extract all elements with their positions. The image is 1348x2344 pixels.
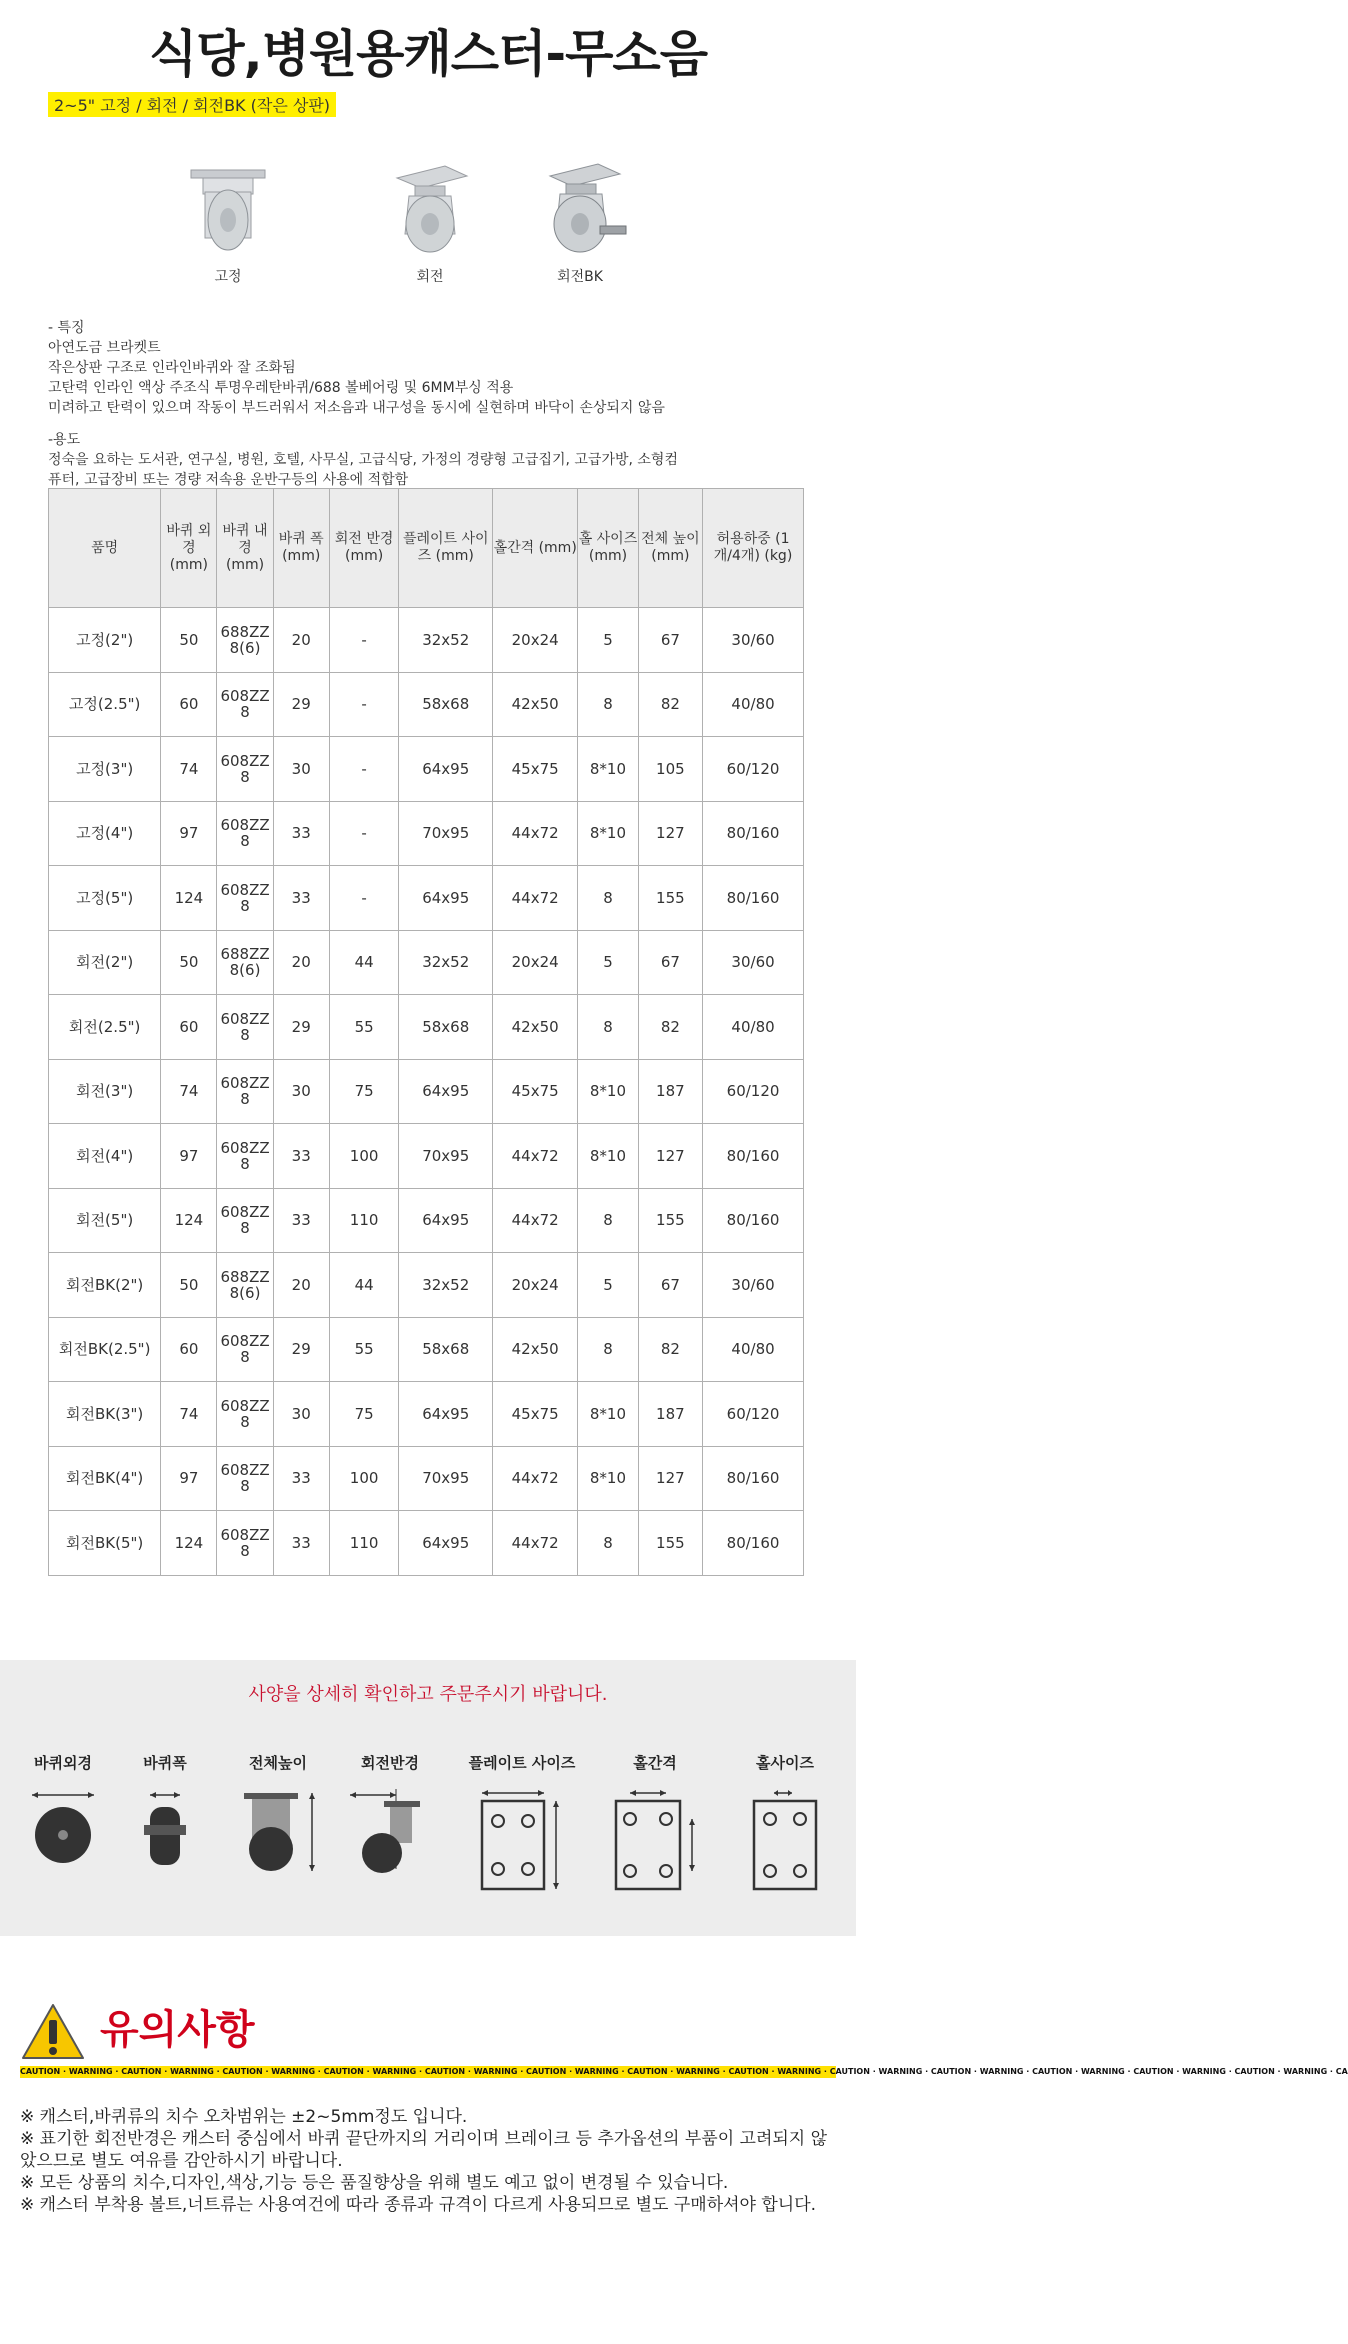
table-cell: 44x72 (493, 1124, 578, 1189)
table-cell: 688ZZ 8(6) (217, 930, 273, 995)
table-cell: 608ZZ 8 (217, 1124, 273, 1189)
hole-size-icon (730, 1773, 840, 1893)
table-cell: 60/120 (703, 737, 804, 802)
table-cell: 58x68 (399, 672, 493, 737)
warning-icon (20, 2000, 86, 2064)
table-cell: 8*10 (578, 1446, 638, 1511)
table-cell: 127 (638, 1124, 702, 1189)
table-header-cell: 품명 (49, 489, 161, 608)
table-cell: 60/120 (703, 1382, 804, 1447)
table-header-cell: 바퀴 외경 (mm) (161, 489, 217, 608)
diagram-label: 홀사이즈 (756, 1754, 814, 1772)
table-cell: 608ZZ 8 (217, 672, 273, 737)
table-cell: 75 (329, 1382, 399, 1447)
diagram-hole-size (730, 1752, 840, 1897)
order-notice: 사양을 상세히 확인하고 주문주시기 바랍니다. (248, 1684, 608, 1705)
table-cell: 20x24 (493, 608, 578, 673)
diagram-wheel-diameter (18, 1752, 108, 1897)
table-cell: 608ZZ 8 (217, 737, 273, 802)
table-cell: 회전BK(3") (49, 1382, 161, 1447)
table-cell: 8*10 (578, 1059, 638, 1124)
table-header-cell: 회전 반경 (mm) (329, 489, 399, 608)
table-cell: 44x72 (493, 801, 578, 866)
table-row (49, 1511, 804, 1576)
table-row (49, 1382, 804, 1447)
table-cell: 회전BK(5") (49, 1511, 161, 1576)
table-cell: 44x72 (493, 866, 578, 931)
table-cell: 80/160 (703, 801, 804, 866)
table-cell: 82 (638, 672, 702, 737)
table-cell: 30/60 (703, 1253, 804, 1318)
table-cell: 608ZZ 8 (217, 801, 273, 866)
table-cell: 110 (329, 1188, 399, 1253)
feature-line: 작은상판 구조로 인라인바퀴와 잘 조화됨 (48, 360, 296, 376)
feature-line: 미려하고 탄력이 있으며 작동이 부드러워서 저소음과 내구성을 동시에 실현하며 바닥이 손상되지 않음 (48, 400, 665, 416)
table-cell: 20 (273, 930, 329, 995)
table-row (49, 995, 804, 1060)
table-cell: 50 (161, 930, 217, 995)
diagram-label: 회전반경 (361, 1754, 419, 1772)
table-cell: 64x95 (399, 1059, 493, 1124)
product-label: 회전 (416, 269, 444, 285)
table-cell: - (329, 608, 399, 673)
table-cell: 70x95 (399, 1446, 493, 1511)
table-cell: 고정(3") (49, 737, 161, 802)
table-cell: 8 (578, 866, 638, 931)
table-cell: 33 (273, 1188, 329, 1253)
table-cell: 30 (273, 1382, 329, 1447)
table-cell: 40/80 (703, 672, 804, 737)
spec-table (48, 488, 804, 1576)
table-cell: 40/80 (703, 995, 804, 1060)
table-cell: 60 (161, 1317, 217, 1382)
product-label: 고정 (214, 269, 242, 285)
table-cell: 20x24 (493, 930, 578, 995)
table-cell: 608ZZ 8 (217, 995, 273, 1060)
features-heading: - 특징 (48, 320, 85, 336)
diagram-hole-spacing (600, 1752, 710, 1897)
table-cell: 80/160 (703, 1124, 804, 1189)
table-cell: 70x95 (399, 801, 493, 866)
table-cell: 100 (329, 1446, 399, 1511)
feature-line: 고탄력 인라인 액상 주조식 투명우레탄바퀴/688 볼베어링 및 6MM부싱 적용 (48, 380, 514, 396)
table-cell: 20 (273, 1253, 329, 1318)
table-cell: 688ZZ 8(6) (217, 1253, 273, 1318)
total-height-icon (228, 1773, 328, 1893)
table-cell: 105 (638, 737, 702, 802)
table-header-cell: 바퀴 폭 (mm) (273, 489, 329, 608)
table-cell: 74 (161, 1382, 217, 1447)
table-cell: 64x95 (399, 866, 493, 931)
table-cell: 45x75 (493, 1059, 578, 1124)
table-cell: 67 (638, 930, 702, 995)
table-row (49, 608, 804, 673)
table-cell: 58x68 (399, 995, 493, 1060)
table-cell: 42x50 (493, 672, 578, 737)
table-cell: 30 (273, 1059, 329, 1124)
swivel-caster-image (375, 156, 485, 264)
table-cell: - (329, 801, 399, 866)
table-cell: 32x52 (399, 930, 493, 995)
table-cell: 75 (329, 1059, 399, 1124)
table-cell: 110 (329, 1511, 399, 1576)
table-cell: 80/160 (703, 866, 804, 931)
table-cell: 5 (578, 608, 638, 673)
table-cell: 회전(3") (49, 1059, 161, 1124)
table-header-cell: 홀간격 (mm) (493, 489, 578, 608)
table-row (49, 737, 804, 802)
table-cell: 80/160 (703, 1188, 804, 1253)
table-cell: 30/60 (703, 930, 804, 995)
table-header-cell: 홀 사이즈 (mm) (578, 489, 638, 608)
table-cell: 30 (273, 737, 329, 802)
table-cell: 608ZZ 8 (217, 1188, 273, 1253)
wheel-diameter-icon (18, 1773, 108, 1893)
table-cell: 187 (638, 1059, 702, 1124)
product-subtitle: 2~5" 고정 / 회전 / 회전BK (작은 상판) (48, 92, 336, 117)
table-cell: 124 (161, 1188, 217, 1253)
table-cell: 608ZZ 8 (217, 1382, 273, 1447)
caution-title: 유의사항 (100, 2007, 255, 2053)
table-row (49, 1317, 804, 1382)
table-row (49, 672, 804, 737)
table-cell: 8 (578, 1188, 638, 1253)
table-row (49, 930, 804, 995)
table-cell: 8*10 (578, 801, 638, 866)
caution-note: ※ 모든 상품의 치수,디자인,색상,기능 등은 품질향상을 위해 별도 예고 없이 변경될 수 있습니다. (20, 2173, 729, 2193)
table-cell: 8*10 (578, 1124, 638, 1189)
table-row (49, 1188, 804, 1253)
swivel-brake-caster-image (520, 156, 640, 264)
table-cell: 97 (161, 801, 217, 866)
table-cell: 608ZZ 8 (217, 1511, 273, 1576)
table-cell: 80/160 (703, 1446, 804, 1511)
diagram-label: 전체높이 (249, 1754, 307, 1772)
table-row (49, 801, 804, 866)
table-cell: 44 (329, 930, 399, 995)
table-cell: 회전(2.5") (49, 995, 161, 1060)
diagram-label: 바퀴폭 (143, 1754, 187, 1772)
usage-heading: -용도 (48, 432, 81, 448)
table-cell: 608ZZ 8 (217, 1446, 273, 1511)
table-cell: 회전BK(2.5") (49, 1317, 161, 1382)
table-cell: 82 (638, 995, 702, 1060)
table-cell: 32x52 (399, 1253, 493, 1318)
table-cell: 29 (273, 995, 329, 1060)
table-cell: 32x52 (399, 608, 493, 673)
table-row (49, 1253, 804, 1318)
table-header-cell: 바퀴 내경 (mm) (217, 489, 273, 608)
table-cell: - (329, 737, 399, 802)
table-cell: 40/80 (703, 1317, 804, 1382)
table-cell: 29 (273, 1317, 329, 1382)
table-cell: 50 (161, 1253, 217, 1318)
table-cell: 8 (578, 672, 638, 737)
caution-note: ※ 표기한 회전반경은 캐스터 중심에서 바퀴 끝단까지의 거리이며 브레이크 등 추가옵션의 부품이 고려되지 않았으므로 별도 여유를 감안하시기 바랍니다. (20, 2129, 828, 2171)
table-cell: 58x68 (399, 1317, 493, 1382)
table-header-cell: 허용하중 (1개/4개) (kg) (703, 489, 804, 608)
table-cell: 64x95 (399, 1188, 493, 1253)
table-cell: 97 (161, 1124, 217, 1189)
table-cell: 155 (638, 866, 702, 931)
table-cell: 회전BK(4") (49, 1446, 161, 1511)
table-cell: 44 (329, 1253, 399, 1318)
table-cell: 33 (273, 1124, 329, 1189)
table-header-row (49, 489, 804, 608)
table-row (49, 1446, 804, 1511)
table-cell: 5 (578, 1253, 638, 1318)
table-cell: 100 (329, 1124, 399, 1189)
table-row (49, 1059, 804, 1124)
table-cell: 67 (638, 1253, 702, 1318)
table-cell: - (329, 866, 399, 931)
table-cell: 29 (273, 672, 329, 737)
table-cell: 50 (161, 608, 217, 673)
table-cell: 33 (273, 1446, 329, 1511)
table-cell: 67 (638, 608, 702, 673)
table-cell: 45x75 (493, 1382, 578, 1447)
table-cell: 82 (638, 1317, 702, 1382)
table-cell: 회전BK(2") (49, 1253, 161, 1318)
diagram-label: 플레이트 사이즈 (468, 1754, 576, 1772)
table-cell: 42x50 (493, 1317, 578, 1382)
table-cell: 회전(4") (49, 1124, 161, 1189)
diagram-label: 바퀴외경 (34, 1754, 92, 1772)
table-cell: 55 (329, 995, 399, 1060)
table-cell: 608ZZ 8 (217, 1059, 273, 1124)
table-cell: 33 (273, 801, 329, 866)
table-cell: 33 (273, 1511, 329, 1576)
caution-tape: CAUTION · WARNING · CAUTION · WARNING · CAUTION · WARNING · CAUTION · WARNING · CAUTION · WARNING · CAUTION · WARNING · CAUTION · WARNING · CAUTION · WARNING · CAUTION · WARNING · CAUTION · WARNING · CAUTION · WARNING · CAUTION · WARNING · CAUTION · WARNING · CA (20, 2067, 1348, 2076)
table-cell: 42x50 (493, 995, 578, 1060)
table-cell: 187 (638, 1382, 702, 1447)
table-cell: 44x72 (493, 1446, 578, 1511)
product-label: 회전BK (557, 269, 603, 285)
table-cell: 20 (273, 608, 329, 673)
table-cell: 64x95 (399, 1511, 493, 1576)
table-cell: 고정(5") (49, 866, 161, 931)
table-cell: 30/60 (703, 608, 804, 673)
feature-line: 아연도금 브라켓트 (48, 340, 161, 356)
table-cell: 8*10 (578, 737, 638, 802)
caution-note: ※ 캐스터,바퀴류의 치수 오차범위는 ±2~5mm정도 입니다. (20, 2107, 468, 2127)
features-section (48, 318, 688, 490)
table-cell: 45x75 (493, 737, 578, 802)
table-cell: 74 (161, 1059, 217, 1124)
caution-note: ※ 캐스터 부착용 볼트,너트류는 사용여건에 따라 종류과 규격이 다르게 사용되므로 별도 구매하셔야 합니다. (20, 2195, 817, 2215)
wheel-width-icon (120, 1773, 210, 1893)
table-cell: 5 (578, 930, 638, 995)
table-cell: 60 (161, 672, 217, 737)
table-row (49, 866, 804, 931)
swivel-radius-icon (340, 1773, 440, 1893)
table-cell: 고정(2.5") (49, 672, 161, 737)
table-cell: 97 (161, 1446, 217, 1511)
table-cell: 608ZZ 8 (217, 1317, 273, 1382)
table-cell: 124 (161, 866, 217, 931)
table-cell: 33 (273, 866, 329, 931)
table-cell: 55 (329, 1317, 399, 1382)
table-cell: 8 (578, 995, 638, 1060)
table-cell: 8 (578, 1317, 638, 1382)
table-cell: 124 (161, 1511, 217, 1576)
product-fixed (128, 156, 328, 286)
table-cell: 회전(5") (49, 1188, 161, 1253)
diagram-plate-size (462, 1752, 582, 1897)
table-cell: 64x95 (399, 1382, 493, 1447)
table-cell: 8 (578, 1511, 638, 1576)
table-cell: 20x24 (493, 1253, 578, 1318)
table-cell: 회전(2") (49, 930, 161, 995)
hole-spacing-icon (600, 1773, 710, 1893)
table-cell: 60 (161, 995, 217, 1060)
usage-text: 정숙을 요하는 도서관, 연구실, 병원, 호텔, 사무실, 고급식당, 가정의 경량형 고급집기, 고급가방, 소형컴퓨터, 고급장비 또는 경량 저속용 운반구등의 사용에 적합함 (48, 452, 678, 488)
table-cell: 608ZZ 8 (217, 866, 273, 931)
table-cell: 60/120 (703, 1059, 804, 1124)
table-row (49, 1124, 804, 1189)
table-cell: 74 (161, 737, 217, 802)
caution-notes (20, 2106, 836, 2216)
table-cell: 44x72 (493, 1511, 578, 1576)
table-cell: 고정(4") (49, 801, 161, 866)
table-cell: 688ZZ 8(6) (217, 608, 273, 673)
table-cell: - (329, 672, 399, 737)
table-cell: 8*10 (578, 1382, 638, 1447)
table-header-cell: 전체 높이 (mm) (638, 489, 702, 608)
table-cell: 155 (638, 1188, 702, 1253)
table-cell: 고정(2") (49, 608, 161, 673)
product-swivel-brake (480, 156, 680, 286)
diagram-total-height (228, 1752, 328, 1897)
table-cell: 64x95 (399, 737, 493, 802)
table-cell: 80/160 (703, 1511, 804, 1576)
table-cell: 127 (638, 801, 702, 866)
table-cell: 127 (638, 1446, 702, 1511)
table-cell: 44x72 (493, 1188, 578, 1253)
fixed-caster-image (173, 156, 283, 264)
table-cell: 70x95 (399, 1124, 493, 1189)
plate-size-icon (462, 1773, 582, 1893)
table-header-cell: 플레이트 사이즈 (mm) (399, 489, 493, 608)
page-title: 식당,병원용캐스터-무소음 (148, 25, 708, 83)
table-cell: 155 (638, 1511, 702, 1576)
diagram-label: 홀간격 (633, 1754, 677, 1772)
diagram-wheel-width (120, 1752, 210, 1897)
diagram-swivel-radius (340, 1752, 440, 1897)
